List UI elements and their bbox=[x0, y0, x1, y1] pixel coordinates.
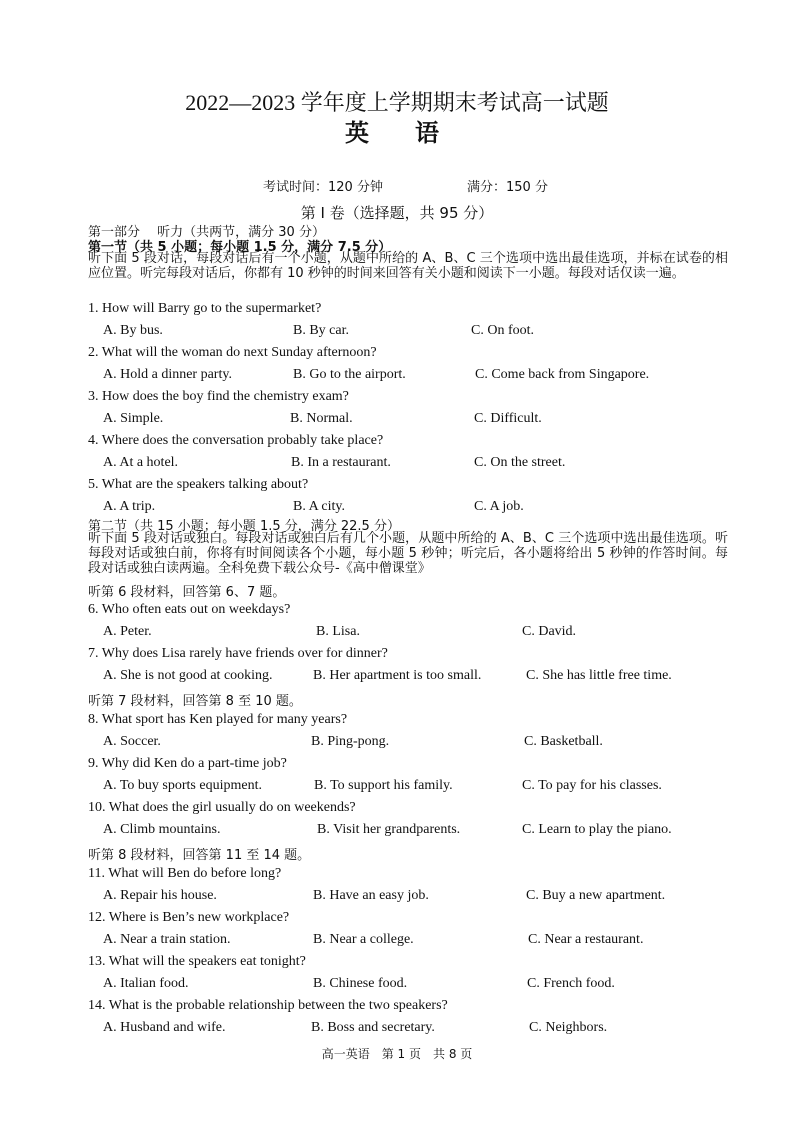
option-14a: A. Husband and wife. bbox=[103, 1020, 226, 1035]
material-6-note: 听第 6 段材料，回答第 6、7 题。 bbox=[88, 585, 286, 600]
option-1c: C. On foot. bbox=[471, 323, 534, 338]
question-11: 11. What will Ben do before long? bbox=[88, 866, 282, 881]
option-13a: A. Italian food. bbox=[103, 976, 189, 991]
section2-instructions: 听下面 5 段对话或独白。每段对话或独白后有几个小题，从题中所给的 A、B、C 三个选项中选出最佳选项。听每段对话或独白前，你将有时间阅读各个小题，每小题 5 秒钟；听完后，各小题将给出 5 秒钟的作答时间。每段对话或独白读两遍。全科免费下载公众号-《高中僧课堂》 bbox=[88, 531, 728, 576]
option-14b: B. Boss and secretary. bbox=[311, 1020, 435, 1035]
option-9a: A. To buy sports equipment. bbox=[103, 778, 262, 793]
option-11a: A. Repair his house. bbox=[103, 888, 217, 903]
option-5b: B. A city. bbox=[293, 499, 345, 514]
option-1b: B. By car. bbox=[293, 323, 349, 338]
section1-heading: 第一节（共 5 小题；每小题 1.5 分，满分 7.5 分） bbox=[88, 240, 392, 255]
option-2c: C. Come back from Singapore. bbox=[475, 367, 650, 382]
option-9c: C. To pay for his classes. bbox=[522, 778, 662, 793]
section2-heading: 第二节（共 15 小题；每小题 1.5 分，满分 22.5 分） bbox=[88, 519, 400, 534]
option-12c: C. Near a restaurant. bbox=[528, 932, 644, 947]
option-7a: A. She is not good at cooking. bbox=[103, 668, 273, 683]
full-score: 满分：150 分 bbox=[467, 180, 548, 195]
option-11c: C. Buy a new apartment. bbox=[526, 888, 666, 903]
option-5c: C. A job. bbox=[474, 499, 524, 514]
question-14: 14. What is the probable relationship between the two speakers? bbox=[88, 998, 448, 1013]
option-4b: B. In a restaurant. bbox=[291, 455, 391, 470]
question-7: 7. Why does Lisa rarely have friends over for dinner? bbox=[88, 646, 388, 661]
option-7c: C. She has little free time. bbox=[526, 668, 672, 683]
option-12b: B. Near a college. bbox=[313, 932, 414, 947]
option-3b: B. Normal. bbox=[290, 411, 353, 426]
question-5: 5. What are the speakers talking about? bbox=[88, 477, 309, 492]
option-11b: B. Have an easy job. bbox=[313, 888, 429, 903]
option-4a: A. At a hotel. bbox=[103, 455, 179, 470]
option-3c: C. Difficult. bbox=[474, 411, 542, 426]
volume-heading: 第 Ⅰ 卷（选择题，共 95 分） bbox=[300, 204, 494, 222]
option-2a: A. Hold a dinner party. bbox=[103, 367, 232, 382]
question-13: 13. What will the speakers eat tonight? bbox=[88, 954, 306, 969]
section1-instructions: 听下面 5 段对话，每段对话后有一个小题，从题中所给的 A、B、C 三个选项中选出最佳选项，并标在试卷的相应位置。听完每段对话后，你都有 10 秒钟的时间来回答有关小题和阅读下一小题。每段对话仅读一遍。 bbox=[88, 251, 728, 281]
question-10: 10. What does the girl usually do on weekends? bbox=[88, 800, 356, 815]
option-6b: B. Lisa. bbox=[316, 624, 360, 639]
question-3: 3. How does the boy find the chemistry exam? bbox=[88, 389, 349, 404]
question-12: 12. Where is Ben’s new workplace? bbox=[88, 910, 290, 925]
option-13b: B. Chinese food. bbox=[313, 976, 408, 991]
option-5a: A. A trip. bbox=[103, 499, 156, 514]
option-13c: C. French food. bbox=[527, 976, 615, 991]
option-9b: B. To support his family. bbox=[314, 778, 453, 793]
option-10b: B. Visit her grandparents. bbox=[317, 822, 461, 837]
option-12a: A. Near a train station. bbox=[103, 932, 231, 947]
page-footer: 高一英语 第 1 页 共 8 页 bbox=[321, 1047, 473, 1061]
option-4c: C. On the street. bbox=[474, 455, 566, 470]
question-6: 6. Who often eats out on weekdays? bbox=[88, 602, 291, 617]
option-3a: A. Simple. bbox=[103, 411, 164, 426]
option-10c: C. Learn to play the piano. bbox=[522, 822, 672, 837]
option-6c: C. David. bbox=[522, 624, 577, 639]
option-7b: B. Her apartment is too small. bbox=[313, 668, 482, 683]
question-1: 1. How will Barry go to the supermarket? bbox=[88, 301, 322, 316]
question-4: 4. Where does the conversation probably take place? bbox=[88, 433, 384, 448]
subject-title: 英 语 bbox=[345, 121, 459, 147]
material-8-note: 听第 8 段材料，回答第 11 至 14 题。 bbox=[88, 848, 311, 863]
exam-title: 2022—2023 学年度上学期期末考试高一试题 bbox=[185, 90, 609, 115]
question-9: 9. Why did Ken do a part-time job? bbox=[88, 756, 287, 771]
option-10a: A. Climb mountains. bbox=[103, 822, 221, 837]
option-1a: A. By bus. bbox=[103, 323, 163, 338]
part1-heading: 第一部分 听力（共两节，满分 30 分） bbox=[88, 225, 325, 240]
material-7-note: 听第 7 段材料，回答第 8 至 10 题。 bbox=[88, 694, 302, 709]
option-8b: B. Ping-pong. bbox=[311, 734, 390, 749]
option-2b: B. Go to the airport. bbox=[293, 367, 406, 382]
option-8c: C. Basketball. bbox=[524, 734, 603, 749]
exam-time: 考试时间：120 分钟 bbox=[263, 180, 383, 195]
question-8: 8. What sport has Ken played for many years? bbox=[88, 712, 348, 727]
option-8a: A. Soccer. bbox=[103, 734, 161, 749]
option-14c: C. Neighbors. bbox=[529, 1020, 608, 1035]
option-6a: A. Peter. bbox=[103, 624, 152, 639]
question-2: 2. What will the woman do next Sunday afternoon? bbox=[88, 345, 377, 360]
